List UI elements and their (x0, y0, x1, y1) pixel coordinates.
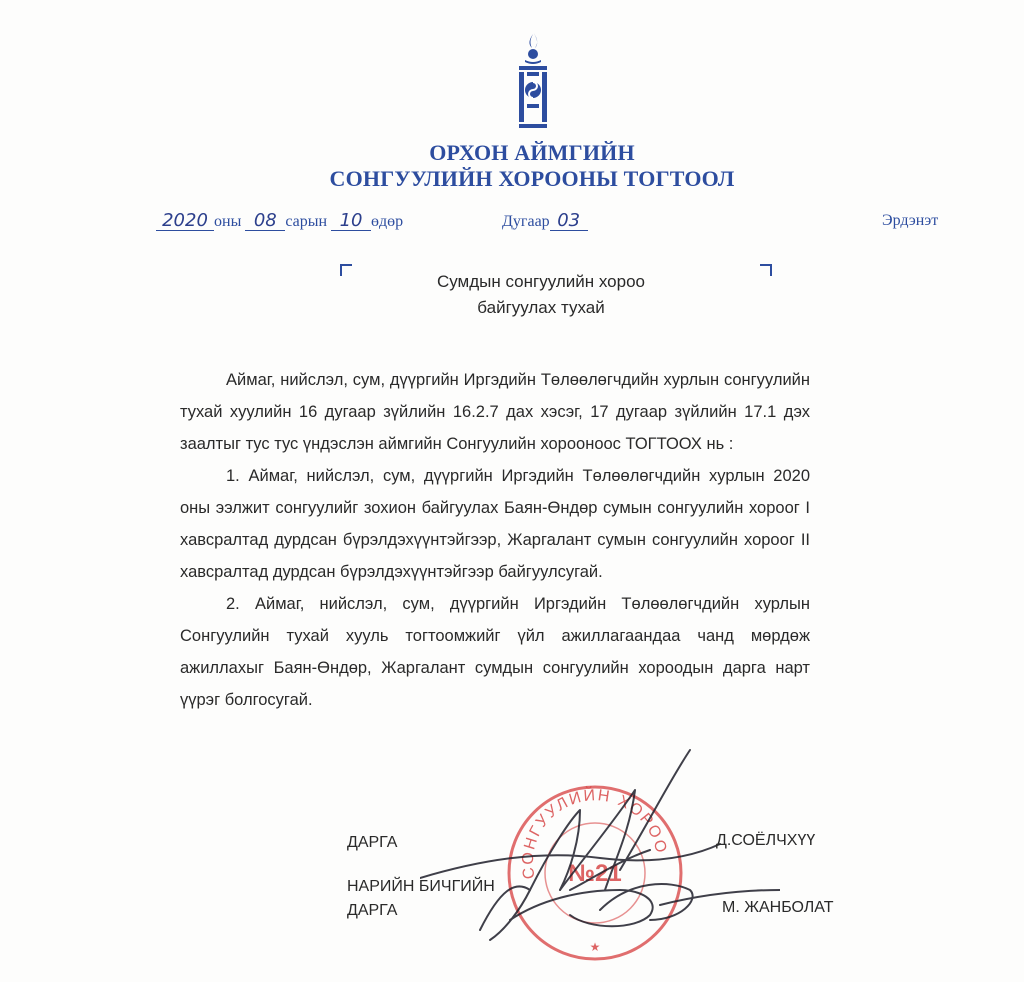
soyombo-emblem-icon (513, 30, 553, 130)
stamp-ring-text: СОНГУУЛИЙН ХОРОО (519, 787, 670, 881)
number-value: 03 (550, 212, 588, 231)
secretary-name: М. ЖАНБОЛАТ (722, 899, 834, 916)
secretary-title-line1: НАРИЙН БИЧГИЙН (347, 878, 495, 895)
number-label: Дугаар (502, 213, 550, 230)
number-field (502, 212, 588, 234)
stamp-star-icon: ★ (589, 940, 601, 954)
day-value: 10 (331, 212, 371, 231)
place-field (882, 212, 938, 234)
month-label: сарын (285, 213, 328, 230)
chair-name: Д.СОЁЛЧХҮҮ (716, 832, 816, 849)
resolution-item-1: 1. Аймаг, нийслэл, сум, дүүргийн Иргэдийн Төлөөлөгчдийн хурлын 2020 оны ээлжит сонгуулийг зохион байгуулах Баян-Өндөр сумын сонгуулийн хороог I хавсралтад дурдсан бүрэлдэхүүнтэйгээр, Жаргалант сумын сонгуулийн хороог II хавсралтад дурдсан бүрэлдэхүүнтэйгээр байгуулсугай. (180, 467, 810, 581)
resolution-item-2: 2. Аймаг, нийслэл, сум, дүүргийн Иргэдийн Төлөөлөгчдийн хурлын Сонгуулийн тухай хууль тогтоомжийг үйл ажиллагаандаа чанд мөрдөж ажиллахыг Баян-Өндөр, Жаргалант сумдын сонгуулийн хороодын дарга нарт үүрэг болгосугай. (180, 595, 810, 709)
preamble-paragraph: Аймаг, нийслэл, сум, дүүргийн Иргэдийн Төлөөлөгчдийн хурлын сонгуулийн тухай хуулийн 16 дугаар зүйлийн 16.2.7 дах хэсэг, 17 дугаар зүйлийн 17.1 дэх заалтыг тус тус үндэслэн аймгийн Сонгуулийн хорооноос ТОГТООХ нь : (180, 371, 810, 453)
month-value: 08 (245, 212, 285, 231)
year-value: 2020 (156, 212, 214, 231)
handwritten-signatures (420, 740, 780, 960)
subject-line1: Сумдын сонгуулийн хороо (436, 272, 646, 291)
resolution-body (180, 364, 810, 716)
stamp-number: №21 (568, 860, 622, 887)
date-field (156, 212, 403, 234)
document-type-line2: СОНГУУЛИЙН ХОРООНЫ ТОГТООЛ (329, 166, 735, 191)
org-name-line1: ОРХОН АЙМГИЙН (429, 140, 635, 165)
place-label: Эрдэнэт (882, 212, 939, 229)
secretary-title-line2: ДАРГА (347, 902, 398, 919)
subject-line2: байгуулах тухай (477, 298, 605, 317)
day-label: өдөр (371, 213, 404, 230)
chair-title: ДАРГА (347, 834, 398, 851)
year-label: оны (214, 213, 242, 230)
